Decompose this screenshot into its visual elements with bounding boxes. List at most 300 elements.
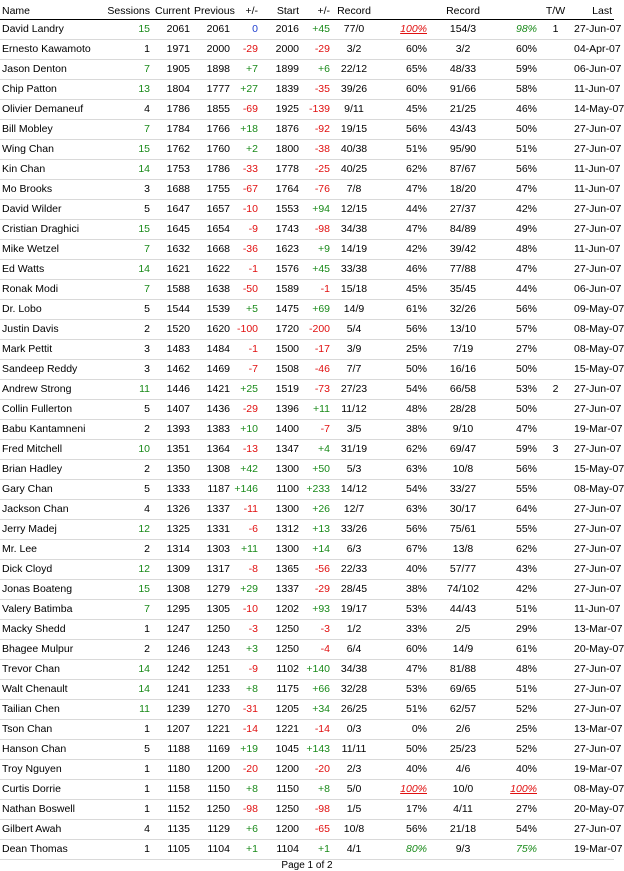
cell-change: -9 (232, 219, 260, 239)
cell-current: 1314 (152, 539, 192, 559)
cell-previous: 1469 (192, 359, 232, 379)
table-row (0, 239, 614, 259)
cell-name: Curtis Dorrie (0, 779, 100, 799)
cell-current: 1632 (152, 239, 192, 259)
cell-record-total-pct: 51% (497, 599, 539, 619)
cell-record: 34/38 (332, 219, 376, 239)
cell-start: 1396 (260, 399, 301, 419)
cell-start: 1150 (260, 779, 301, 799)
cell-change: -100 (232, 319, 260, 339)
cell-record-total: 30/17 (429, 499, 497, 519)
cell-previous: 1250 (192, 799, 232, 819)
cell-sessions: 15 (100, 219, 152, 239)
cell-record: 27/23 (332, 379, 376, 399)
cell-previous: 1200 (192, 759, 232, 779)
cell-previous: 1364 (192, 439, 232, 459)
cell-change-start: -1 (301, 279, 332, 299)
cell-change-start: +11 (301, 399, 332, 419)
cell-record: 34/38 (332, 659, 376, 679)
cell-tw (539, 659, 572, 679)
cell-record-total: 4/6 (429, 759, 497, 779)
cell-change-start: +13 (301, 519, 332, 539)
cell-change-start: -98 (301, 799, 332, 819)
cell-tw (539, 739, 572, 759)
cell-tw (539, 399, 572, 419)
cell-start: 1347 (260, 439, 301, 459)
cell-sessions: 14 (100, 679, 152, 699)
cell-previous: 2061 (192, 19, 232, 39)
cell-change-start: +233 (301, 479, 332, 499)
cell-change-start: +143 (301, 739, 332, 759)
cell-name: Brian Hadley (0, 459, 100, 479)
cell-start: 1200 (260, 819, 301, 839)
cell-previous: 2000 (192, 39, 232, 59)
cell-current: 1647 (152, 199, 192, 219)
cell-change-start: +4 (301, 439, 332, 459)
cell-current: 1905 (152, 59, 192, 79)
cell-sessions: 2 (100, 319, 152, 339)
cell-tw (539, 299, 572, 319)
cell-previous: 1303 (192, 539, 232, 559)
cell-start: 1205 (260, 699, 301, 719)
cell-previous: 1270 (192, 699, 232, 719)
cell-name: Dick Cloyd (0, 559, 100, 579)
cell-record-pct: 100% (376, 19, 429, 39)
cell-current: 1520 (152, 319, 192, 339)
table-row (0, 299, 614, 319)
cell-change: +2 (232, 139, 260, 159)
cell-record: 22/33 (332, 559, 376, 579)
cell-record-pct: 0% (376, 719, 429, 739)
col-header-tw: T/W (539, 0, 572, 19)
table-row (0, 499, 614, 519)
cell-tw (539, 279, 572, 299)
cell-change-start: -139 (301, 99, 332, 119)
cell-start: 1250 (260, 619, 301, 639)
cell-tw (539, 559, 572, 579)
cell-record: 7/8 (332, 179, 376, 199)
cell-start: 1839 (260, 79, 301, 99)
cell-record-total-pct: 56% (497, 159, 539, 179)
cell-current: 1462 (152, 359, 192, 379)
cell-sessions: 4 (100, 499, 152, 519)
cell-last: 27-Jun-07 (572, 519, 614, 539)
cell-previous: 1668 (192, 239, 232, 259)
header-row (0, 0, 614, 19)
cell-sessions: 1 (100, 759, 152, 779)
table-row (0, 399, 614, 419)
cell-record-pct: 62% (376, 159, 429, 179)
cell-previous: 1150 (192, 779, 232, 799)
cell-start: 1202 (260, 599, 301, 619)
cell-record-pct: 33% (376, 619, 429, 639)
cell-record-pct: 45% (376, 99, 429, 119)
cell-change: +29 (232, 579, 260, 599)
col-header-name: Name (0, 0, 100, 19)
cell-record-total: 43/43 (429, 119, 497, 139)
cell-last: 19-Mar-07 (572, 759, 614, 779)
cell-record-total: 87/67 (429, 159, 497, 179)
cell-change: +11 (232, 539, 260, 559)
cell-previous: 1331 (192, 519, 232, 539)
cell-record-pct: 47% (376, 179, 429, 199)
cell-change-start: +94 (301, 199, 332, 219)
cell-current: 1325 (152, 519, 192, 539)
cell-record-total-pct: 46% (497, 99, 539, 119)
cell-record-pct: 50% (376, 359, 429, 379)
cell-current: 1786 (152, 99, 192, 119)
cell-current: 1393 (152, 419, 192, 439)
cell-record-pct: 61% (376, 299, 429, 319)
cell-change: -13 (232, 439, 260, 459)
cell-change-start: +8 (301, 779, 332, 799)
cell-name: Macky Shedd (0, 619, 100, 639)
cell-record: 33/26 (332, 519, 376, 539)
cell-current: 2061 (152, 19, 192, 39)
table-row (0, 479, 614, 499)
cell-record-pct: 51% (376, 699, 429, 719)
cell-current: 1971 (152, 39, 192, 59)
cell-current: 1295 (152, 599, 192, 619)
cell-last: 13-Mar-07 (572, 719, 614, 739)
cell-last: 27-Jun-07 (572, 539, 614, 559)
cell-record-total: 9/3 (429, 839, 497, 859)
cell-last: 13-Mar-07 (572, 619, 614, 639)
table-row (0, 779, 614, 799)
cell-tw (539, 799, 572, 819)
cell-start: 1925 (260, 99, 301, 119)
cell-record-total-pct: 25% (497, 719, 539, 739)
cell-start: 1576 (260, 259, 301, 279)
table-row (0, 579, 614, 599)
cell-change-start: +1 (301, 839, 332, 859)
cell-record-total-pct: 47% (497, 179, 539, 199)
cell-tw (539, 459, 572, 479)
cell-record-total: 9/10 (429, 419, 497, 439)
cell-record-total-pct: 50% (497, 399, 539, 419)
cell-record-total-pct: 52% (497, 699, 539, 719)
cell-tw (539, 179, 572, 199)
cell-start: 1300 (260, 539, 301, 559)
cell-change-start: -25 (301, 159, 332, 179)
cell-sessions: 13 (100, 79, 152, 99)
cell-record-pct: 42% (376, 239, 429, 259)
cell-record: 3/2 (332, 39, 376, 59)
cell-sessions: 1 (100, 799, 152, 819)
cell-record-total: 13/8 (429, 539, 497, 559)
cell-sessions: 15 (100, 139, 152, 159)
cell-start: 1300 (260, 459, 301, 479)
cell-previous: 1766 (192, 119, 232, 139)
cell-name: Sandeep Reddy (0, 359, 100, 379)
cell-name: Bill Mobley (0, 119, 100, 139)
cell-previous: 1279 (192, 579, 232, 599)
cell-tw (539, 139, 572, 159)
cell-record: 12/7 (332, 499, 376, 519)
cell-last: 06-Jun-07 (572, 59, 614, 79)
cell-record-total-pct: 98% (497, 19, 539, 39)
cell-record-pct: 63% (376, 459, 429, 479)
cell-record: 5/0 (332, 779, 376, 799)
cell-previous: 1638 (192, 279, 232, 299)
cell-record-total: 84/89 (429, 219, 497, 239)
cell-sessions: 14 (100, 159, 152, 179)
cell-name: Kin Chan (0, 159, 100, 179)
cell-record-total-pct: 53% (497, 379, 539, 399)
cell-change: +18 (232, 119, 260, 139)
table-row (0, 339, 614, 359)
cell-record-total-pct: 47% (497, 419, 539, 439)
cell-current: 1621 (152, 259, 192, 279)
cell-record: 9/11 (332, 99, 376, 119)
cell-last: 15-May-07 (572, 459, 614, 479)
cell-record-total-pct: 29% (497, 619, 539, 639)
cell-last: 27-Jun-07 (572, 499, 614, 519)
table-row (0, 639, 614, 659)
cell-tw: 1 (539, 19, 572, 39)
cell-record-pct: 38% (376, 579, 429, 599)
cell-name: Jason Denton (0, 59, 100, 79)
cell-record-total-pct: 42% (497, 199, 539, 219)
cell-sessions: 7 (100, 239, 152, 259)
col-header-current: Current (152, 0, 192, 19)
cell-record-pct: 47% (376, 659, 429, 679)
cell-last: 27-Jun-07 (572, 259, 614, 279)
cell-sessions: 5 (100, 299, 152, 319)
cell-sessions: 5 (100, 399, 152, 419)
cell-start: 1778 (260, 159, 301, 179)
cell-change-start: -7 (301, 419, 332, 439)
cell-record: 10/8 (332, 819, 376, 839)
cell-change-start: -29 (301, 579, 332, 599)
cell-record-total-pct: 61% (497, 639, 539, 659)
cell-record-total: 21/18 (429, 819, 497, 839)
table-row (0, 199, 614, 219)
cell-record-total: 28/28 (429, 399, 497, 419)
cell-record-pct: 40% (376, 759, 429, 779)
cell-last: 27-Jun-07 (572, 119, 614, 139)
cell-record-total: 62/57 (429, 699, 497, 719)
table-row (0, 219, 614, 239)
cell-current: 1207 (152, 719, 192, 739)
cell-record-pct: 56% (376, 519, 429, 539)
cell-change: -33 (232, 159, 260, 179)
cell-last: 27-Jun-07 (572, 819, 614, 839)
cell-record: 19/17 (332, 599, 376, 619)
cell-start: 1100 (260, 479, 301, 499)
cell-record-total: 74/102 (429, 579, 497, 599)
cell-previous: 1104 (192, 839, 232, 859)
cell-sessions: 12 (100, 559, 152, 579)
cell-current: 1158 (152, 779, 192, 799)
cell-previous: 1250 (192, 619, 232, 639)
cell-record-total-pct: 62% (497, 539, 539, 559)
cell-change: -9 (232, 659, 260, 679)
cell-previous: 1654 (192, 219, 232, 239)
cell-change-start: +66 (301, 679, 332, 699)
cell-change: +146 (232, 479, 260, 499)
cell-record: 11/12 (332, 399, 376, 419)
cell-record: 19/15 (332, 119, 376, 139)
cell-record-total: 91/66 (429, 79, 497, 99)
cell-record-total: 2/5 (429, 619, 497, 639)
cell-change: +8 (232, 679, 260, 699)
cell-record-total-pct: 27% (497, 339, 539, 359)
cell-tw (539, 599, 572, 619)
cell-start: 1365 (260, 559, 301, 579)
cell-sessions: 2 (100, 419, 152, 439)
cell-change: -7 (232, 359, 260, 379)
cell-change-start: -73 (301, 379, 332, 399)
cell-previous: 1898 (192, 59, 232, 79)
cell-record: 3/9 (332, 339, 376, 359)
table-row (0, 279, 614, 299)
cell-last: 27-Jun-07 (572, 199, 614, 219)
table-row (0, 379, 614, 399)
cell-change: +5 (232, 299, 260, 319)
cell-current: 1246 (152, 639, 192, 659)
cell-record-total-pct: 56% (497, 299, 539, 319)
cell-change: -1 (232, 259, 260, 279)
cell-record-total: 32/26 (429, 299, 497, 319)
cell-record: 4/1 (332, 839, 376, 859)
cell-last: 27-Jun-07 (572, 439, 614, 459)
cell-name: Jerry Madej (0, 519, 100, 539)
cell-change-start: +6 (301, 59, 332, 79)
cell-record-total-pct: 47% (497, 259, 539, 279)
cell-record-total: 81/88 (429, 659, 497, 679)
cell-sessions: 7 (100, 279, 152, 299)
cell-tw (539, 679, 572, 699)
cell-record: 26/25 (332, 699, 376, 719)
cell-start: 2016 (260, 19, 301, 39)
cell-record-pct: 45% (376, 279, 429, 299)
cell-start: 1899 (260, 59, 301, 79)
cell-last: 27-Jun-07 (572, 379, 614, 399)
table-row (0, 359, 614, 379)
cell-change-start: +50 (301, 459, 332, 479)
cell-change: -3 (232, 619, 260, 639)
cell-current: 1483 (152, 339, 192, 359)
col-header-last: Last (572, 0, 614, 19)
cell-previous: 1187 (192, 479, 232, 499)
cell-current: 1588 (152, 279, 192, 299)
cell-record-total: 27/37 (429, 199, 497, 219)
cell-sessions: 2 (100, 459, 152, 479)
cell-change-start: +14 (301, 539, 332, 559)
cell-change: -14 (232, 719, 260, 739)
cell-record-total: 3/2 (429, 39, 497, 59)
col-header-record-total: Record (429, 0, 497, 19)
cell-sessions: 15 (100, 19, 152, 39)
cell-record: 39/26 (332, 79, 376, 99)
cell-change-start: +9 (301, 239, 332, 259)
cell-record-total: 44/43 (429, 599, 497, 619)
cell-start: 2000 (260, 39, 301, 59)
cell-record-pct: 54% (376, 379, 429, 399)
cell-name: Ed Watts (0, 259, 100, 279)
cell-start: 1743 (260, 219, 301, 239)
cell-record-total: 69/47 (429, 439, 497, 459)
cell-record-pct: 60% (376, 39, 429, 59)
cell-last: 04-Apr-07 (572, 39, 614, 59)
cell-previous: 1129 (192, 819, 232, 839)
cell-record: 12/15 (332, 199, 376, 219)
cell-change: -98 (232, 799, 260, 819)
cell-last: 27-Jun-07 (572, 19, 614, 39)
cell-change-start: -38 (301, 139, 332, 159)
cell-record: 14/12 (332, 479, 376, 499)
cell-record-pct: 25% (376, 339, 429, 359)
cell-change-start: -65 (301, 819, 332, 839)
cell-record-total-pct: 49% (497, 219, 539, 239)
table-row (0, 759, 614, 779)
cell-record: 2/3 (332, 759, 376, 779)
cell-sessions: 15 (100, 579, 152, 599)
cell-name: Jackson Chan (0, 499, 100, 519)
cell-previous: 1233 (192, 679, 232, 699)
cell-current: 1333 (152, 479, 192, 499)
cell-tw (539, 759, 572, 779)
cell-start: 1250 (260, 799, 301, 819)
cell-record: 77/0 (332, 19, 376, 39)
cell-name: Babu Kantamneni (0, 419, 100, 439)
cell-tw (539, 719, 572, 739)
cell-change: -36 (232, 239, 260, 259)
cell-previous: 1855 (192, 99, 232, 119)
cell-record-total: 16/16 (429, 359, 497, 379)
table-row (0, 539, 614, 559)
cell-sessions: 11 (100, 379, 152, 399)
cell-start: 1508 (260, 359, 301, 379)
table-row (0, 659, 614, 679)
cell-previous: 1221 (192, 719, 232, 739)
cell-sessions: 12 (100, 519, 152, 539)
cell-sessions: 11 (100, 699, 152, 719)
cell-record-total-pct: 51% (497, 679, 539, 699)
cell-last: 11-Jun-07 (572, 179, 614, 199)
cell-last: 08-May-07 (572, 339, 614, 359)
cell-current: 1105 (152, 839, 192, 859)
cell-record-total-pct: 40% (497, 759, 539, 779)
cell-start: 1553 (260, 199, 301, 219)
cell-tw (539, 59, 572, 79)
cell-start: 1589 (260, 279, 301, 299)
cell-record: 0/3 (332, 719, 376, 739)
cell-start: 1400 (260, 419, 301, 439)
cell-last: 11-Jun-07 (572, 159, 614, 179)
cell-start: 1623 (260, 239, 301, 259)
table-row (0, 59, 614, 79)
cell-record-total: 10/0 (429, 779, 497, 799)
cell-sessions: 7 (100, 599, 152, 619)
cell-previous: 1308 (192, 459, 232, 479)
cell-last: 27-Jun-07 (572, 659, 614, 679)
cell-name: David Wilder (0, 199, 100, 219)
cell-record-total-pct: 42% (497, 579, 539, 599)
cell-record-pct: 51% (376, 139, 429, 159)
col-header-change: +/- (232, 0, 260, 19)
cell-sessions: 3 (100, 359, 152, 379)
cell-previous: 1436 (192, 399, 232, 419)
cell-previous: 1786 (192, 159, 232, 179)
cell-start: 1764 (260, 179, 301, 199)
table-row (0, 559, 614, 579)
cell-change: -20 (232, 759, 260, 779)
cell-record-total: 21/25 (429, 99, 497, 119)
cell-record: 5/4 (332, 319, 376, 339)
table-row (0, 19, 614, 39)
